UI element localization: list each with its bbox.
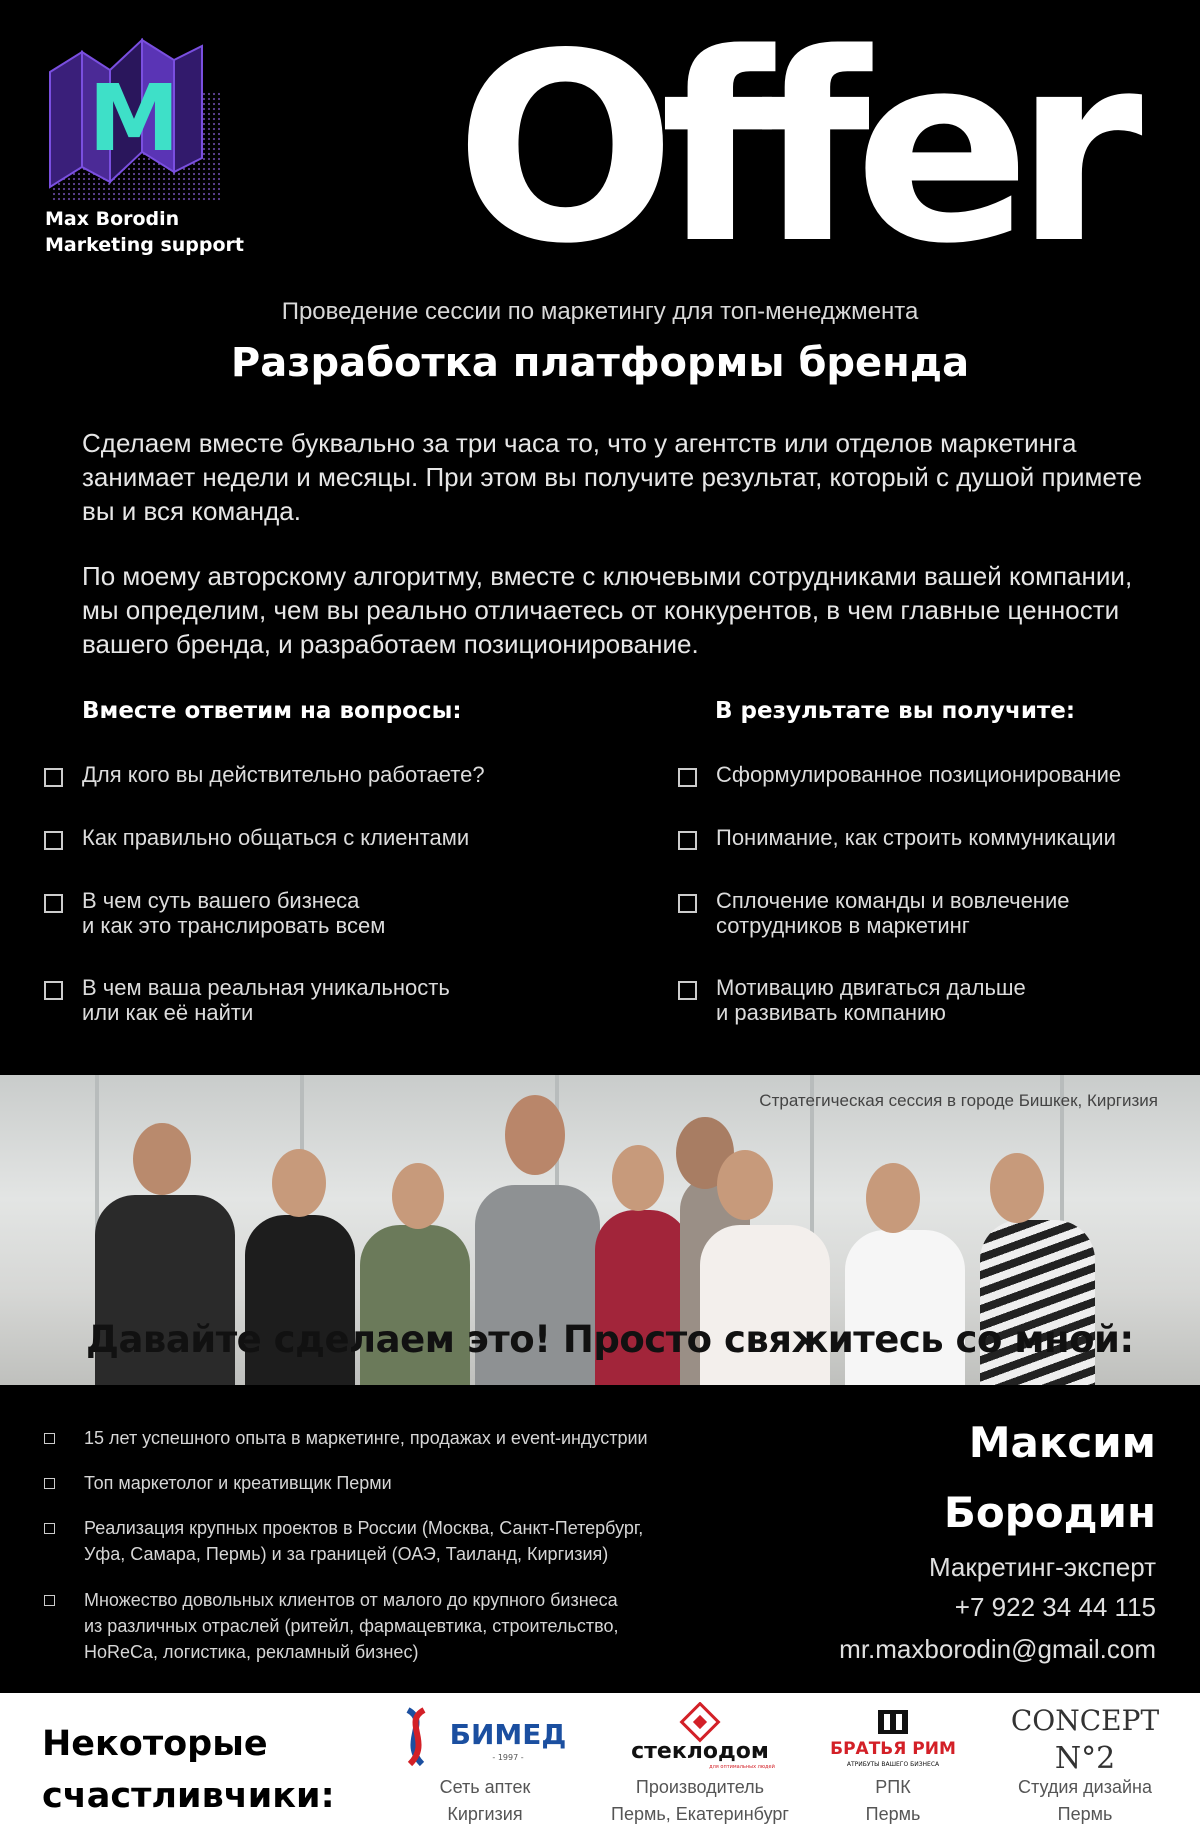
client-caption-2: Пермь: [865, 1804, 921, 1824]
bimed-logo: [385, 1700, 585, 1774]
list-item-text: Реализация крупных проектов в России (Москва, Санкт-Петербург, Уфа, Самара, Пермь) и за границей (ОАЭ, Таиланд, Киргизия): [84, 1518, 644, 1564]
headline: Разработка платформы бренда: [230, 340, 970, 386]
bullet-square-icon: [44, 1523, 55, 1534]
list-item-text: В чем суть вашего бизнеса и как это транслировать всем: [82, 888, 386, 938]
person-figure: [700, 1225, 830, 1385]
client-caption-1: РПК: [875, 1777, 911, 1797]
svg-text:стеклодом: стеклодом: [631, 1739, 769, 1764]
client-bimed: [385, 1700, 585, 1828]
offer-title: Offer: [455, 0, 1127, 301]
clients-title-line-1: Некоторые: [42, 1724, 268, 1764]
brand-line-2: Marketing support: [45, 234, 244, 256]
list-item-text: Мотивацию двигаться дальше и развивать компанию: [716, 975, 1026, 1025]
client-steklodom: [600, 1700, 800, 1828]
svg-text:- 1997 -: - 1997 -: [492, 1753, 524, 1762]
list-item-text: Понимание, как строить коммуникации: [716, 825, 1116, 850]
person-figure: [845, 1230, 965, 1385]
checkbox-icon: [678, 768, 697, 787]
list-item-text: Сплочение команды и вовлечение сотрудников в маркетинг: [716, 888, 1070, 938]
checkbox-icon: [44, 768, 63, 787]
intro-paragraph-2: По моему авторскому алгоритму, вместе с ключевыми сотрудниками вашей компании, мы определим, чем вы реально отличаетесь от конкурентов, в чем главные ценности вашего бренда, и разработаем позиционирование.: [82, 561, 1133, 659]
steklodom-diamond-icon: [610, 1702, 790, 1772]
photo-caption: Стратегическая сессия в городе Бишкек, Киргизия: [759, 1091, 1158, 1110]
svg-text:БРАТЬЯ РИМ: БРАТЬЯ РИМ: [830, 1739, 956, 1759]
client-caption-1: Сеть аптек: [439, 1777, 531, 1797]
contact-role: Макретинг-эксперт: [928, 1552, 1156, 1582]
client-caption-2: Киргизия: [447, 1804, 523, 1824]
results-title: В результате вы получите:: [715, 698, 1076, 724]
client-concept: [1000, 1700, 1170, 1828]
svg-text:для оптимальных людей: для оптимальных людей: [709, 1764, 775, 1770]
client-bratya-rim: [818, 1700, 968, 1828]
list-item-text: Сформулированное позиционирование: [716, 762, 1122, 787]
bullet-square-icon: [44, 1433, 55, 1444]
m-cube-logo-icon: [42, 32, 232, 207]
svg-text:N°2: N°2: [1054, 1741, 1116, 1774]
bratya-rim-logo: [818, 1700, 968, 1774]
checkbox-icon: [678, 831, 697, 850]
svg-text:БИМЕД: БИМЕД: [449, 1718, 567, 1751]
contact-phone[interactable]: +7 922 34 44 115: [954, 1592, 1156, 1622]
contact-last-name: Бородин: [943, 1488, 1156, 1537]
list-item-text: В чем ваша реальная уникальность или как её найти: [82, 975, 450, 1025]
bimed-helix-icon: [390, 1702, 580, 1772]
svg-text:M: M: [88, 65, 180, 172]
intro-paragraph-1: Сделаем вместе буквально за три часа то, что у агентств или отделов маркетинга занимает недели и месяцы. При этом вы получите результат, который с душой примете вы и вся команда.: [82, 428, 1143, 526]
clients-title: [42, 1718, 335, 1822]
person-figure: [360, 1225, 470, 1385]
client-caption-2: Пермь: [1057, 1804, 1113, 1824]
checkbox-icon: [44, 831, 63, 850]
list-item-text: 15 лет успешного опыта в маркетинге, продажах и event-индустрии: [84, 1428, 648, 1448]
client-caption-1: Студия дизайна: [1018, 1777, 1152, 1797]
list-item-text: Для кого вы действительно работаете?: [82, 762, 485, 787]
svg-text:CONCEPT: CONCEPT: [1010, 1704, 1160, 1737]
checkbox-icon: [44, 894, 63, 913]
svg-text:АТРИБУТЫ ВАШЕГО БИЗНЕСА: АТРИБУТЫ ВАШЕГО БИЗНЕСА: [846, 1761, 940, 1768]
contact-first-name: Максим: [968, 1418, 1156, 1467]
brand-line-1: Max Borodin: [45, 208, 180, 230]
client-caption-2: Пермь, Екатеринбург: [611, 1804, 789, 1824]
client-caption-1: Производитель: [635, 1777, 765, 1797]
call-to-action: Давайте сделаем это! Просто свяжитесь со мной:: [86, 1318, 1134, 1361]
bullet-square-icon: [44, 1595, 55, 1606]
concept-logo: [1000, 1700, 1170, 1774]
list-item-text: Множество довольных клиентов от малого до крупного бизнеса из различных отраслей (ритейл, фармацевтика, строительство, HoReCa, логистика, рекламный бизнес): [84, 1590, 619, 1662]
clients-title-line-2: счастливчики:: [42, 1776, 335, 1816]
contact-email[interactable]: mr.maxborodin@gmail.com: [839, 1634, 1156, 1664]
list-item-text: Топ маркетолог и креативщик Перми: [84, 1473, 392, 1493]
steklodom-logo: [600, 1700, 800, 1774]
checkbox-icon: [678, 981, 697, 1000]
bullet-square-icon: [44, 1478, 55, 1489]
concept-wordmark-icon: [1000, 1700, 1170, 1774]
questions-title: Вместе ответим на вопросы:: [82, 698, 462, 724]
subtitle: Проведение сессии по маркетингу для топ-менеджмента: [281, 298, 919, 325]
checkbox-icon: [678, 894, 697, 913]
list-item-text: Как правильно общаться с клиентами: [82, 825, 470, 850]
bratya-rim-crown-icon: [818, 1702, 968, 1772]
brand-name: [45, 206, 244, 258]
checkbox-icon: [44, 981, 63, 1000]
